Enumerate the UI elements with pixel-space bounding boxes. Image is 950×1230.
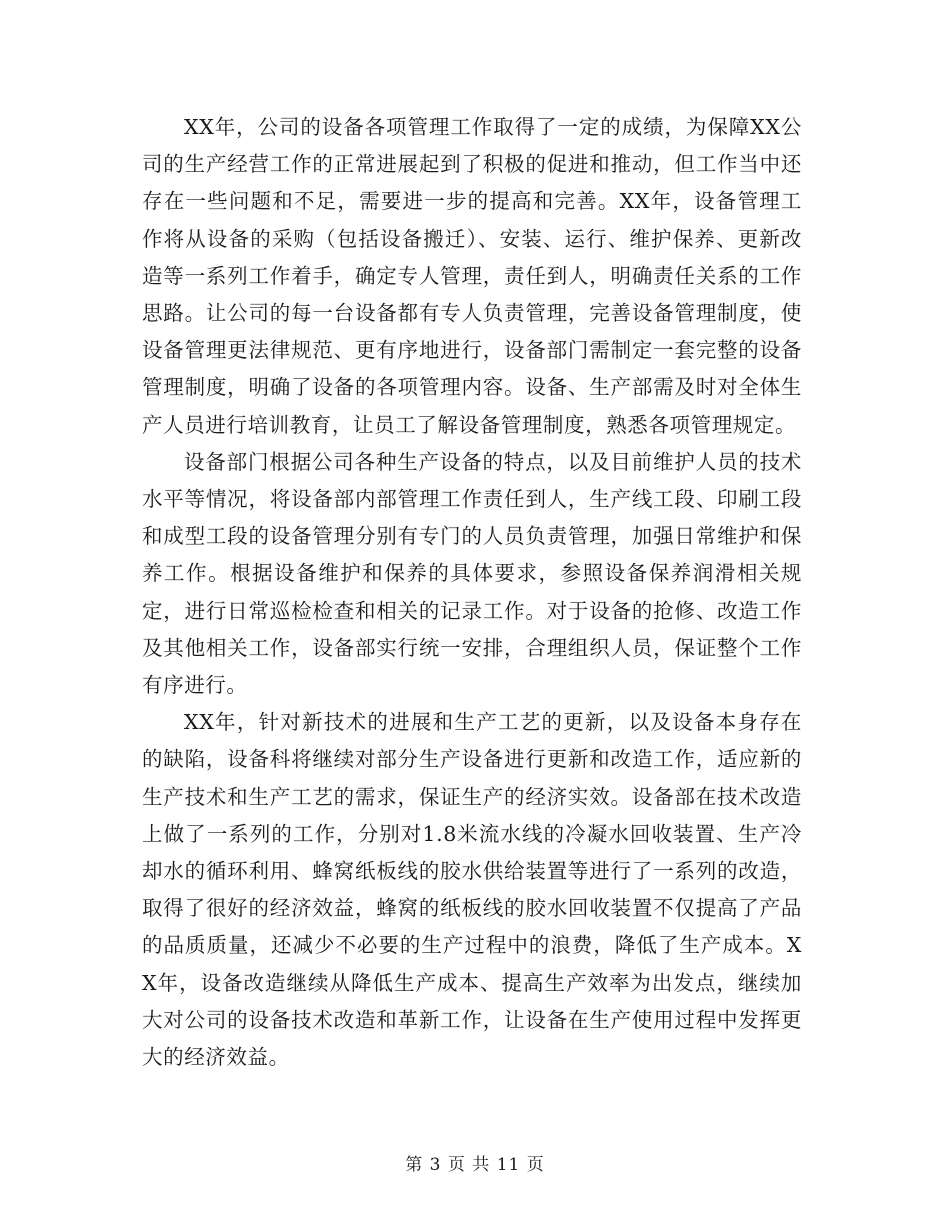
page-number-label: 第 3 页 共 11 页 [405, 1155, 545, 1175]
paragraph-1: XX年，公司的设备各项管理工作取得了一定的成绩，为保障XX公司的生产经营工作的正常进展起到了积极的促进和推动，但工作当中还存在一些问题和不足，需要进一步的提高和完善。XX年，设备管理工作将从设备的采购（包括设备搬迁）、安装、运行、维护保养、更新改造等一系列工作着手，确定专人管理，责任到人，明确责任关系的工作思路。让公司的每一台设备都有专人负责管理，完善设备管理制度，使设备管理更法律规范、更有序地进行，设备部门需制定一套完整的设备管理制度，明确了设备的各项管理内容。设备、生产部需及时对全体生产人员进行培训教育，让员工了解设备管理制度，熟悉各项管理规定。 [142, 115, 802, 437]
paragraph-2: 设备部门根据公司各种生产设备的特点，以及目前维护人员的技术水平等情况，将设备部内部管理工作责任到人，生产线工段、印刷工段和成型工段的设备管理分别有专门的人员负责管理，加强日常维护和保养工作。根据设备维护和保养的具体要求，参照设备保养润滑相关规定，进行日常巡检检查和相关的记录工作。对于设备的抢修、改造工作及其他相关工作，设备部实行统一安排，合理组织人员，保证整个工作有序进行。 [142, 449, 802, 698]
page-footer [0, 1150, 950, 1175]
document-body [142, 109, 802, 1076]
paragraph-3: XX年，针对新技术的进展和生产工艺的更新，以及设备本身存在的缺陷，设备科将继续对部分生产设备进行更新和改造工作，适应新的生产技术和生产工艺的需求，保证生产的经济实效。设备部在技术改造上做了一系列的工作，分别对1.8米流水线的冷凝水回收装置、生产冷却水的循环利用、蜂窝纸板线的胶水供给装置等进行了一系列的改造，取得了很好的经济效益，蜂窝的纸板线的胶水回收装置不仅提高了产品的品质质量，还减少不必要的生产过程中的浪费，降低了生产成本。XX年，设备改造继续从降低生产成本、提高生产效率为出发点，继续加大对公司的设备技术改造和革新工作，让设备在生产使用过程中发挥更大的经济效益。 [142, 710, 802, 1070]
